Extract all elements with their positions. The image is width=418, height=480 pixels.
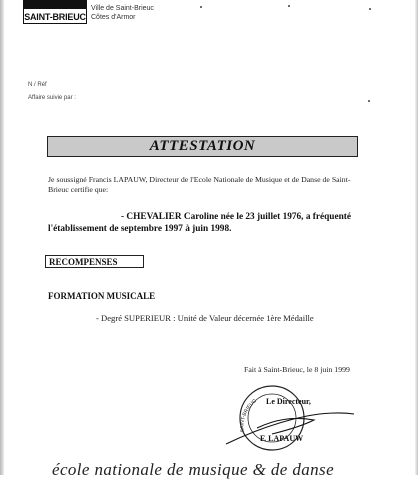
logo-emblem — [24, 0, 86, 9]
logo-text: SAINT-BRIEUC — [24, 12, 86, 22]
scan-speck — [369, 8, 371, 10]
degree-line: - Degré SUPERIEUR : Unité de Valeur décernée 1ère Médaille — [96, 313, 314, 323]
intro-paragraph: Je soussigné Francis LAPAUW, Directeur de l'Ecole Nationale de Musique et de Danse de Saint-Brieuc certifie que: — [48, 175, 351, 194]
subject-line-1: - CHEVALIER Caroline née le 23 juillet 1976, a fréquenté — [121, 212, 351, 222]
scan-speck — [288, 5, 290, 7]
place-date-line: Fait à Saint-Brieuc, le 8 juin 1999 — [244, 365, 350, 374]
recompenses-heading — [45, 255, 144, 268]
director-name: F. LAPAUW — [260, 434, 304, 443]
region-name: Côtes d'Armor — [91, 14, 136, 21]
city-info — [91, 4, 154, 22]
director-title: Le Directeur, — [266, 397, 311, 406]
scan-speck — [368, 100, 370, 102]
subject-paragraph — [48, 211, 363, 235]
city-logo — [23, 0, 87, 24]
document-title: ATTESTATION — [149, 138, 256, 154]
reference-label: N / Réf — [28, 82, 47, 88]
title-banner — [47, 136, 358, 157]
school-footer: école nationale de musique & de danse — [52, 460, 335, 479]
stamp-ring-text: SAINT-BRIEUC — [239, 397, 258, 433]
affaire-label: Affaire suivie par : — [28, 95, 76, 101]
director-stamp-signature — [222, 382, 367, 454]
subject-line-2: l'établissement de septembre 1997 à juin 1998. — [48, 224, 232, 234]
formation-heading: FORMATION MUSICALE — [48, 291, 156, 301]
scan-speck — [200, 6, 202, 8]
city-name: Ville de Saint-Brieuc — [91, 5, 154, 12]
scan-edge-left — [0, 0, 4, 475]
recompenses-label: RECOMPENSES — [49, 256, 118, 267]
